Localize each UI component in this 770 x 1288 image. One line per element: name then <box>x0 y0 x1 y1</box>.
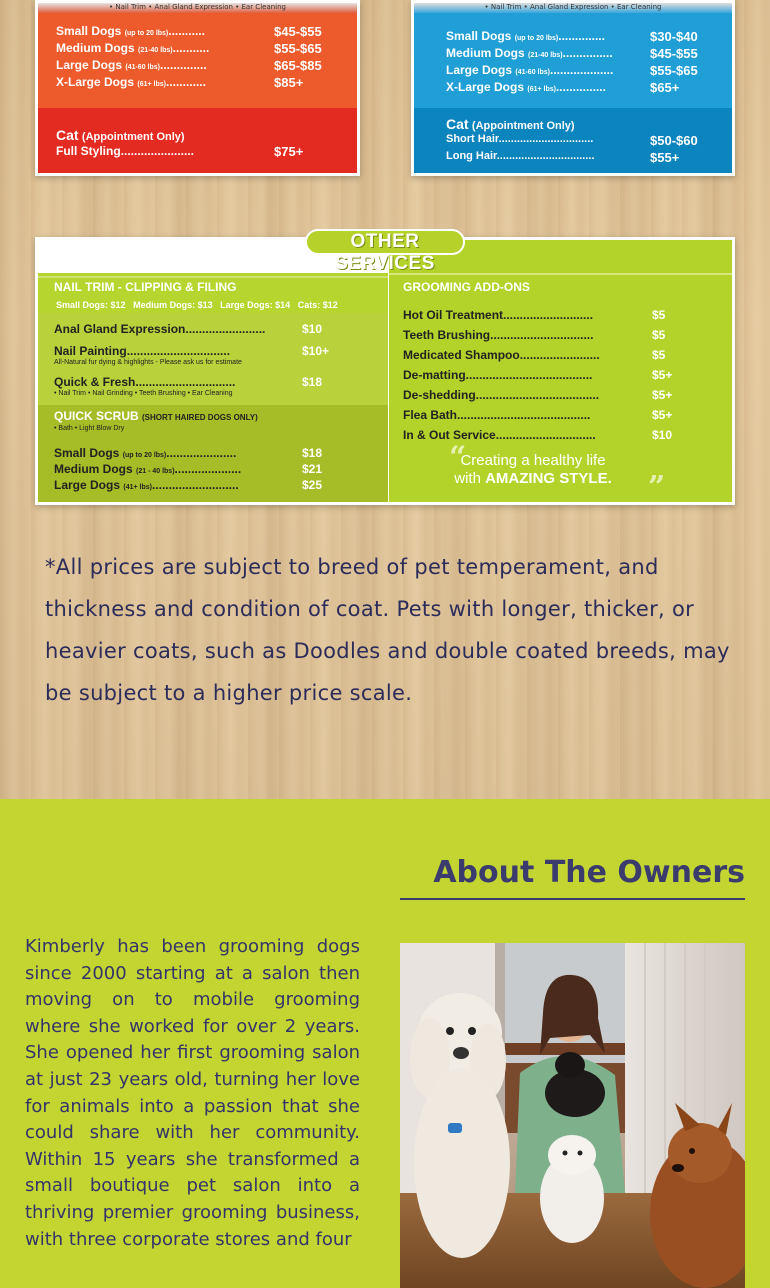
addon-row: Hot Oil Treatment........................... <box>403 308 594 322</box>
price-value: $18 <box>302 375 323 389</box>
service-row: Large Dogs (41+ lbs).......................... <box>54 478 239 492</box>
card-caption: • Nail Trim • Anal Gland Expression • Ear Cleaning <box>414 3 732 13</box>
price-value: $21 <box>302 462 323 476</box>
other-services-title: OTHER SERVICES <box>305 229 465 255</box>
owner-with-dogs-image <box>400 943 745 1288</box>
price-value: $5 <box>652 308 666 322</box>
addons-heading: GROOMING ADD-ONS <box>403 280 530 294</box>
owners-photo <box>400 943 745 1288</box>
cat-heading: Cat (Appointment Only) <box>56 127 185 143</box>
service-note: All-Natural fur dying & highlights - Please ask us for estimate <box>54 359 242 366</box>
service-row: Medium Dogs (21 - 40 lbs).................... <box>54 462 242 476</box>
addon-row: Teeth Brushing............................... <box>403 328 594 342</box>
price-value: $30-$40 <box>650 29 698 44</box>
close-quote-icon: ” <box>648 470 666 505</box>
price-value: $10+ <box>302 344 330 358</box>
quick-scrub-heading: QUICK SCRUB (SHORT HAIRED DOGS ONLY) <box>54 409 258 423</box>
price-value: $25 <box>302 478 323 492</box>
price-row: X-Large Dogs (61+ lbs)............... $65+ <box>446 80 680 95</box>
price-row: Large Dogs (41-60 lbs).............. $65-$85 <box>56 58 322 73</box>
price-row: Full Styling...................... $75+ <box>56 144 304 159</box>
price-value: $5 <box>652 328 666 342</box>
heading-divider <box>400 898 745 900</box>
card-caption: • Nail Trim • Anal Gland Expression • Ear Cleaning <box>38 3 357 13</box>
about-heading: About The Owners <box>433 855 745 890</box>
price-row: Long Hair................................ $55+ <box>446 150 680 165</box>
price-value: $65-$85 <box>274 58 322 73</box>
nail-trim-prices: Small Dogs: $12 Medium Dogs: $13 Large Dogs: $14 Cats: $12 <box>56 300 338 310</box>
price-value: $55+ <box>650 150 680 165</box>
price-value: $10 <box>652 428 673 442</box>
about-owners-section <box>0 799 770 1288</box>
price-value: $45-$55 <box>274 24 322 39</box>
cat-heading: Cat (Appointment Only) <box>446 116 575 132</box>
service-row: Anal Gland Expression........................ <box>54 322 266 336</box>
price-value: $5+ <box>652 408 673 422</box>
price-value: $5+ <box>652 368 673 382</box>
price-row: Small Dogs (up to 20 lbs).............. $30-$40 <box>446 29 698 44</box>
price-value: $18 <box>302 446 323 460</box>
price-value: $55-$65 <box>650 63 698 78</box>
price-value: $50-$60 <box>650 133 698 148</box>
price-value: $55-$65 <box>274 41 322 56</box>
addon-row: Medicated Shampoo........................ <box>403 348 600 362</box>
price-value: $10 <box>302 322 323 336</box>
price-row: Short Hair............................... $50-$60 <box>446 133 698 148</box>
service-note: • Bath • Light Blow Dry <box>54 425 125 432</box>
left-services-panel <box>38 240 388 502</box>
addon-row: De-shedding..................................... <box>403 388 600 402</box>
service-note: • Nail Trim • Nail Grinding • Teeth Brushing • Ear Cleaning <box>54 390 233 397</box>
price-value: $75+ <box>274 144 304 159</box>
addon-row: De-matting...................................... <box>403 368 593 382</box>
service-row: Nail Painting............................... <box>54 344 231 358</box>
nail-trim-heading: NAIL TRIM - CLIPPING & FILING <box>54 280 237 294</box>
price-row: Medium Dogs (21-40 lbs)........... $55-$65 <box>56 41 322 56</box>
tagline-quote: Creating a healthy life with AMAZING STYLE. <box>454 452 612 487</box>
service-row: Quick & Fresh.............................. <box>54 375 236 389</box>
price-row: Large Dogs (41-60 lbs)................... $55-$65 <box>446 63 698 78</box>
pricing-disclaimer: *All prices are subject to breed of pet temperament, and thickness and condition of coat. Pets with longer, thicker, or heavier coats, such as Doodles and double coated breeds, may be subject to a higher price scale. <box>45 555 730 705</box>
addon-row: In & Out Service.............................. <box>403 428 596 442</box>
price-row: X-Large Dogs (61+ lbs)............ $85+ <box>56 75 304 90</box>
addon-row: Flea Bath........................................ <box>403 408 591 422</box>
price-value: $45-$55 <box>650 46 698 61</box>
full-groom-price-card <box>35 0 360 176</box>
service-row: Small Dogs (up to 20 lbs)..................... <box>54 446 237 460</box>
open-quote-icon: “ <box>449 440 467 475</box>
bath-price-card <box>411 0 735 176</box>
price-row: Medium Dogs (21-40 lbs)............... $45-$55 <box>446 46 698 61</box>
price-row: Small Dogs (up to 20 lbs)........... $45-$55 <box>56 24 322 39</box>
price-value: $5+ <box>652 388 673 402</box>
price-value: $5 <box>652 348 666 362</box>
about-body-text: Kimberly has been grooming dogs since 2000 starting at a salon then moving on to mobile grooming where she worked for over 2 years. She opened her first grooming salon at just 23 years old, turning her love for animals into a passion that she could share with her community. Within 15 years she transformed a small boutique pet salon into a thriving premier grooming business, with three corporate stores and four <box>25 936 360 1250</box>
price-value: $65+ <box>650 80 680 95</box>
price-value: $85+ <box>274 75 304 90</box>
